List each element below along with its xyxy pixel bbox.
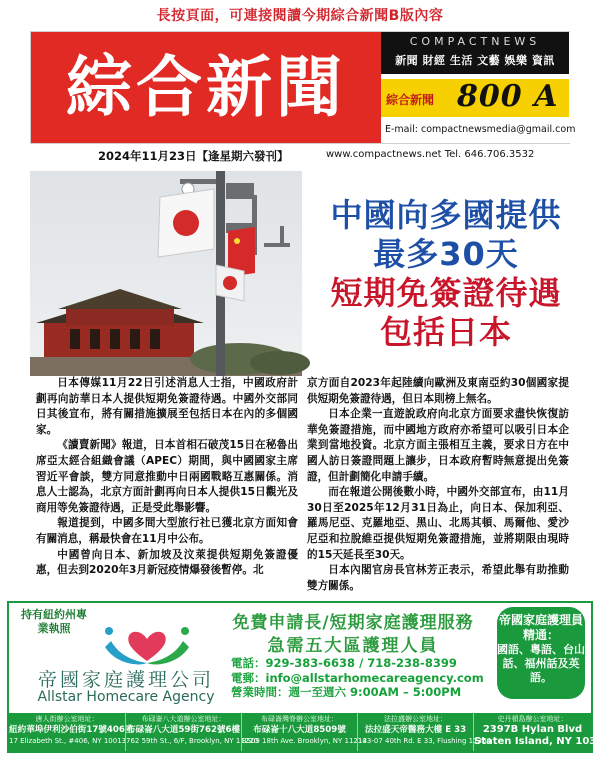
paragraph: 日本內閣官房長官林芳正表示，希望此舉有助推動雙方關係。 <box>307 564 569 592</box>
news-photo <box>30 171 302 376</box>
ad-headline-1: 免費申請長/短期家庭護理服務 <box>232 613 474 633</box>
office-address-en: 8509 18th Ave. Brooklyn, NY 11214 <box>242 737 367 745</box>
category-list: 新聞 財經 生活 文藝 娛樂 資訊 <box>395 54 555 67</box>
issue-date: 2024年11月23日【逢星期六發刊】 <box>98 149 289 163</box>
masthead-email: E-mail: compactnewsmedia@gmail.com <box>385 124 576 135</box>
badge-title: 帝國家庭護理員精通： <box>498 613 583 642</box>
contact-details <box>231 656 484 700</box>
masthead-black-bar <box>381 32 569 74</box>
channel-banner <box>381 79 569 117</box>
business-hours: 營業時間：週一至週六 9:00AM – 5:00PM <box>231 685 462 699</box>
office-label: 布碌崙八大道辦公室地址： <box>141 715 226 723</box>
paragraph: 京方面自2023年起陸續向歐洲及東南亞約30個國家提供短期免簽證待遇，但日本則榜上無名。 <box>307 377 569 405</box>
article-column-right <box>307 376 569 594</box>
homecare-advertisement[interactable] <box>7 601 610 753</box>
ad-headline-2: 急需五大區護理人員 <box>267 636 439 656</box>
office-chinatown <box>9 713 134 751</box>
license-note: 持有紐約州專業執照 <box>21 608 87 635</box>
office-address-cn: 紐約華埠伊利沙伯街17號406室 <box>9 725 134 735</box>
office-address-cn: 布碌崙十八大道8509號 <box>253 725 346 735</box>
office-label: 布碌崙灣脊辦公室地址： <box>261 715 338 723</box>
office-address-bar <box>9 713 610 751</box>
company-name-cn: 帝國家庭護理公司 <box>37 669 214 691</box>
hands-heart-logo-icon <box>97 617 197 667</box>
email-address[interactable]: 電郵：info@allstarhomecareagency.com <box>231 670 484 685</box>
office-label: 唐人街辦公室地址： <box>35 715 99 723</box>
office-label: 法拉盛辦公室地址： <box>384 715 447 723</box>
headline <box>300 196 592 352</box>
masthead-title: 綜合新聞 <box>66 49 346 126</box>
headline-line-3: 短期免簽證待遇 <box>330 274 562 312</box>
article-column-left <box>36 376 298 579</box>
paragraph: 報道提到，中國多間大型旅行社已獲北京方面知會有關消息，稱最快會在11月中公布。 <box>36 517 298 545</box>
office-staten-island <box>473 713 610 751</box>
office-label: 史丹頓島辦公室地址： <box>497 715 568 723</box>
paragraph: 日本企業一直遊說政府向北京方面要求盡快恢復訪華免簽證措施，而中國地方政府亦希望可以吸引日本企業到當地投資。北京方面主張相互主義，要求日方在中國人訪日簽證問題上讓步，日本政府暫時無意提出免簽證，但計劃簡化申請手續。 <box>307 408 569 483</box>
tiananmen-flag-photo <box>30 171 302 376</box>
top-notice[interactable]: 長按頁面，可連接閱讀今期綜合新聞B版內容 <box>156 8 444 24</box>
paragraph: 《讀賣新聞》報道，日本首相石破茂15日在秘魯出席亞太經合組織會議（APEC）期間，與中國國家主席習近平會談，雙方同意推動中日兩國戰略互惠關係。消息人士認為，北京方面計劃再向日本人提供15日觀光及商用等免簽證待遇，正是受此舉影響。 <box>36 439 298 514</box>
headline-line-4: 包括日本 <box>379 313 512 351</box>
channel-label: 綜合新聞 <box>386 93 435 107</box>
office-address-en: 133-07 40th Rd. E 33, Flushing 11354 <box>358 737 491 745</box>
office-address-cn: 法拉盛天帝醫務大樓 E 33 <box>364 725 467 735</box>
paragraph: 中國曾向日本、新加坡及汶萊提供短期免簽證優惠，但去到2020年3月新冠疫情爆發後暫停。北 <box>36 548 298 577</box>
office-address-en: 762 59th St., 6/F, Brooklyn, NY 11220 <box>126 737 259 745</box>
office-address-line1: 2397B Hylan Blvd <box>482 724 583 735</box>
company-name-en: Allstar Homecare Agency <box>37 689 215 705</box>
compact-news-label: COMPACTNEWS <box>409 35 541 48</box>
dateline <box>30 146 570 166</box>
language-badge <box>497 607 585 699</box>
article-body <box>36 376 569 592</box>
office-flushing <box>357 713 491 751</box>
paragraph: 日本傳媒11月22日引述消息人士指，中國政府計劃再向訪華日本人提供短期免簽證待遇。中國外交部同日其後宣布，將有關措施擴展至包括日本在內的多個國家。 <box>36 377 298 436</box>
office-address-cn: 布碌崙八大道59街762號6樓 <box>126 725 241 735</box>
channel-number: 800 A <box>457 79 559 114</box>
office-bay-ridge <box>241 713 367 751</box>
phone-numbers[interactable]: 電話：929-383-6638 / 718-238-8399 <box>231 656 457 670</box>
masthead <box>30 31 576 144</box>
headline-line-1: 中國向多國提供 <box>330 196 562 234</box>
paragraph: 而在報道公開後數小時，中國外交部宣布，由11月30日至2025年12月31日為止，向日本、保加利亞、羅馬尼亞、克羅地亞、黑山、北馬其頓、馬爾他、愛沙尼亞和拉脫維亞提供短期免簽證措施，並將期限由現時的15天延長至30天。 <box>307 486 569 561</box>
badge-languages: 國語、粵語、台山話、福州話及英語。 <box>497 643 585 684</box>
office-address-line2: Staten Island, NY 10306 <box>474 736 610 747</box>
website-and-phone: www.compactnews.net Tel. 646.706.3532 <box>326 149 535 160</box>
office-address-en: 17 Elizabeth St., #406, NY 10013 <box>9 737 127 745</box>
masthead-info-panel <box>381 32 576 143</box>
office-8th-ave <box>125 713 259 751</box>
headline-line-2: 最多30天 <box>373 235 519 273</box>
